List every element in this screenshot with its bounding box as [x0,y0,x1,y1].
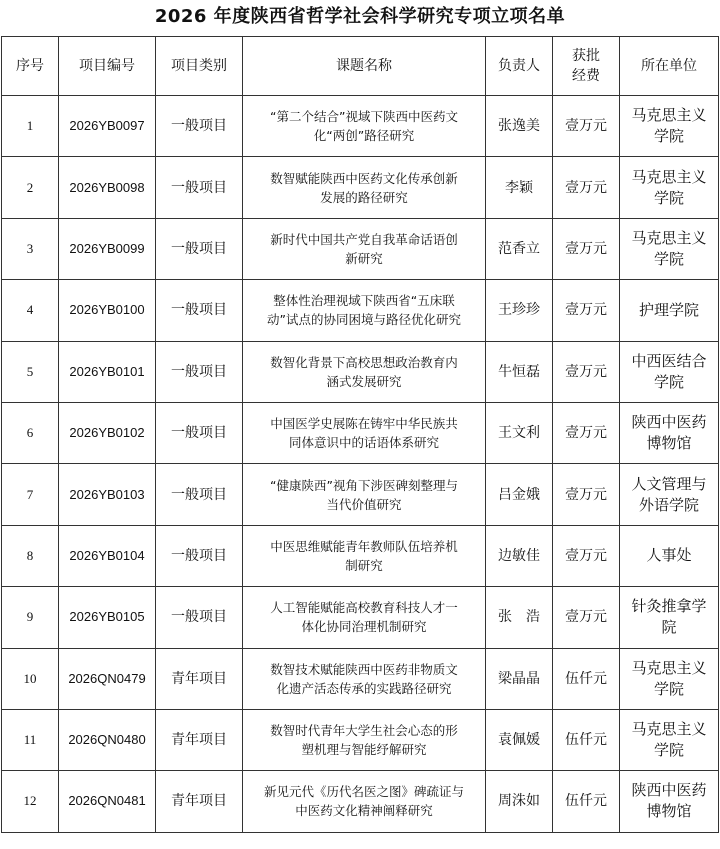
cell-topic-line2: 涵式发展研究 [326,373,402,389]
cell-leader: 张逸美 [486,96,553,157]
cell-topic-line2: 当代价值研究 [326,496,402,512]
cell-unit-line1: 人事处 [646,546,692,565]
cell-unit-line2: 学院 [653,127,684,146]
cell-topic-line1: 数智赋能陕西中医药文化传承创新 [270,170,458,186]
project-table [1,36,719,833]
cell-topic-line1: 中国医学史展陈在铸牢中华民族共 [270,416,458,432]
cell-seq: 5 [2,341,59,402]
cell-topic [243,709,486,770]
cell-seq: 12 [2,771,59,832]
cell-leader: 梁晶晶 [486,648,553,709]
cell-leader: 范香立 [486,218,553,279]
cell-seq: 1 [2,96,59,157]
cell-type: 一般项目 [156,280,243,341]
table-row [2,525,719,586]
cell-topic-line1: 新见元代《历代名医之图》碑疏证与 [263,784,464,800]
cell-code: 2026YB0105 [59,587,156,648]
table-row [2,218,719,279]
cell-funding: 伍仟元 [553,709,620,770]
cell-type: 一般项目 [156,587,243,648]
cell-topic [243,341,486,402]
table-row [2,771,719,832]
cell-unit-line1: 马克思主义 [631,106,707,125]
cell-topic-line1: “第二个结合”视域下陕西中医药文 [270,109,458,125]
cell-funding: 伍仟元 [553,771,620,832]
cell-unit [620,464,719,525]
cell-funding: 壹万元 [553,157,620,218]
cell-leader: 王文利 [486,402,553,463]
header-code: 项目编号 [59,37,156,96]
cell-topic-line1: 整体性治理视域下陕西省“五床联 [273,293,455,309]
cell-code: 2026QN0481 [59,771,156,832]
cell-unit-line1: 中西医结合 [631,351,707,370]
cell-unit [620,648,719,709]
cell-seq: 8 [2,525,59,586]
cell-unit-line2: 学院 [653,249,684,268]
cell-unit-line2: 博物馆 [646,802,692,821]
table-row [2,648,719,709]
cell-topic-line1: 数智时代青年大学生社会心态的形 [270,723,458,739]
cell-topic [243,402,486,463]
cell-leader: 张 浩 [486,587,553,648]
header-topic: 课题名称 [243,37,486,96]
table-row [2,587,719,648]
cell-topic-line2: 体化协同治理机制研究 [301,619,427,635]
cell-leader: 袁佩媛 [486,709,553,770]
table-row [2,341,719,402]
cell-code: 2026YB0097 [59,96,156,157]
cell-funding: 壹万元 [553,402,620,463]
table-row [2,96,719,157]
cell-topic-line2: 化“两创”路径研究 [313,128,415,144]
cell-type: 青年项目 [156,648,243,709]
header-seq: 序号 [2,37,59,96]
cell-code: 2026QN0479 [59,648,156,709]
cell-leader: 周洙如 [486,771,553,832]
header-type: 项目类别 [156,37,243,96]
cell-unit-line1: 马克思主义 [631,228,707,247]
cell-unit [620,709,719,770]
cell-code: 2026YB0104 [59,525,156,586]
cell-type: 一般项目 [156,464,243,525]
cell-unit [620,771,719,832]
cell-leader: 边敏佳 [486,525,553,586]
cell-topic [243,587,486,648]
page-title: 2026 年度陕西省哲学社会科学研究专项立项名单 [154,6,566,27]
cell-unit-line2: 学院 [653,188,684,207]
cell-topic-line1: “健康陕西”视角下涉医碑刻整理与 [270,477,458,493]
cell-topic-line1: 中医思维赋能青年教师队伍培养机 [270,538,458,554]
cell-topic [243,218,486,279]
cell-unit-line1: 马克思主义 [631,720,707,739]
cell-seq: 7 [2,464,59,525]
cell-topic-line2: 发展的路径研究 [320,189,408,205]
cell-unit-line2: 学院 [653,372,684,391]
cell-code: 2026YB0102 [59,402,156,463]
cell-unit-line2: 外语学院 [638,495,699,514]
cell-seq: 4 [2,280,59,341]
cell-topic-line1: 新时代中国共产党自我革命话语创 [270,231,458,247]
cell-topic-line2: 动”试点的协同困境与路径优化研究 [267,312,461,328]
cell-funding: 壹万元 [553,280,620,341]
cell-unit-line2: 院 [661,618,677,637]
cell-unit [620,341,719,402]
cell-funding: 伍仟元 [553,648,620,709]
table-row [2,464,719,525]
cell-unit-line1: 陕西中医药 [631,781,707,800]
cell-topic-line2: 同体意识中的话语体系研究 [288,435,439,451]
header-funding-line2: 经费 [572,68,600,84]
table-header-row [2,37,719,96]
cell-topic-line2: 中医药文化精神阐释研究 [295,803,433,819]
cell-type: 一般项目 [156,341,243,402]
cell-type: 一般项目 [156,525,243,586]
cell-funding: 壹万元 [553,218,620,279]
cell-code: 2026YB0099 [59,218,156,279]
table-row [2,280,719,341]
cell-unit-line1: 护理学院 [638,300,699,319]
cell-unit-line1: 马克思主义 [631,167,707,186]
cell-unit-line1: 马克思主义 [631,658,707,677]
cell-topic-line2: 制研究 [345,557,383,573]
cell-topic [243,464,486,525]
table-row [2,709,719,770]
cell-code: 2026YB0098 [59,157,156,218]
cell-leader: 吕金娥 [486,464,553,525]
cell-code: 2026YB0103 [59,464,156,525]
cell-type: 一般项目 [156,157,243,218]
cell-unit [620,218,719,279]
header-leader: 负责人 [486,37,553,96]
cell-leader: 李颖 [486,157,553,218]
header-funding [553,37,620,96]
cell-topic [243,771,486,832]
cell-leader: 牛恒磊 [486,341,553,402]
cell-seq: 9 [2,587,59,648]
cell-topic [243,96,486,157]
cell-seq: 2 [2,157,59,218]
cell-funding: 壹万元 [553,464,620,525]
cell-funding: 壹万元 [553,341,620,402]
cell-type: 青年项目 [156,709,243,770]
cell-unit-line2: 博物馆 [646,434,692,453]
cell-code: 2026YB0101 [59,341,156,402]
cell-topic-line2: 塑机理与智能纾解研究 [301,742,427,758]
cell-topic-line2: 化遗产活态传承的实践路径研究 [276,680,452,696]
cell-code: 2026YB0100 [59,280,156,341]
cell-seq: 6 [2,402,59,463]
table-row [2,157,719,218]
header-unit: 所在单位 [620,37,719,96]
cell-unit-line1: 陕西中医药 [631,413,707,432]
cell-unit [620,587,719,648]
cell-type: 青年项目 [156,771,243,832]
cell-funding: 壹万元 [553,96,620,157]
cell-seq: 3 [2,218,59,279]
cell-topic-line1: 数智化背景下高校思想政治教育内 [270,354,458,370]
cell-topic [243,157,486,218]
cell-unit [620,525,719,586]
cell-type: 一般项目 [156,402,243,463]
cell-topic-line1: 人工智能赋能高校教育科技人才一 [270,600,458,616]
cell-unit-line1: 人文管理与 [631,474,707,493]
cell-unit [620,157,719,218]
cell-leader: 王珍珍 [486,280,553,341]
cell-topic [243,525,486,586]
cell-topic [243,280,486,341]
cell-unit-line1: 针灸推拿学 [631,597,707,616]
header-funding-line1: 获批 [572,48,600,64]
cell-topic-line1: 数智技术赋能陕西中医药非物质文 [270,661,458,677]
cell-unit [620,402,719,463]
table-row [2,402,719,463]
cell-code: 2026QN0480 [59,709,156,770]
cell-type: 一般项目 [156,96,243,157]
cell-unit [620,280,719,341]
cell-unit-line2: 学院 [653,741,684,760]
cell-funding: 壹万元 [553,587,620,648]
cell-topic-line2: 新研究 [345,250,383,266]
cell-seq: 11 [2,709,59,770]
cell-topic [243,648,486,709]
cell-seq: 10 [2,648,59,709]
cell-unit-line2: 学院 [653,679,684,698]
cell-unit [620,96,719,157]
cell-funding: 壹万元 [553,525,620,586]
cell-type: 一般项目 [156,218,243,279]
